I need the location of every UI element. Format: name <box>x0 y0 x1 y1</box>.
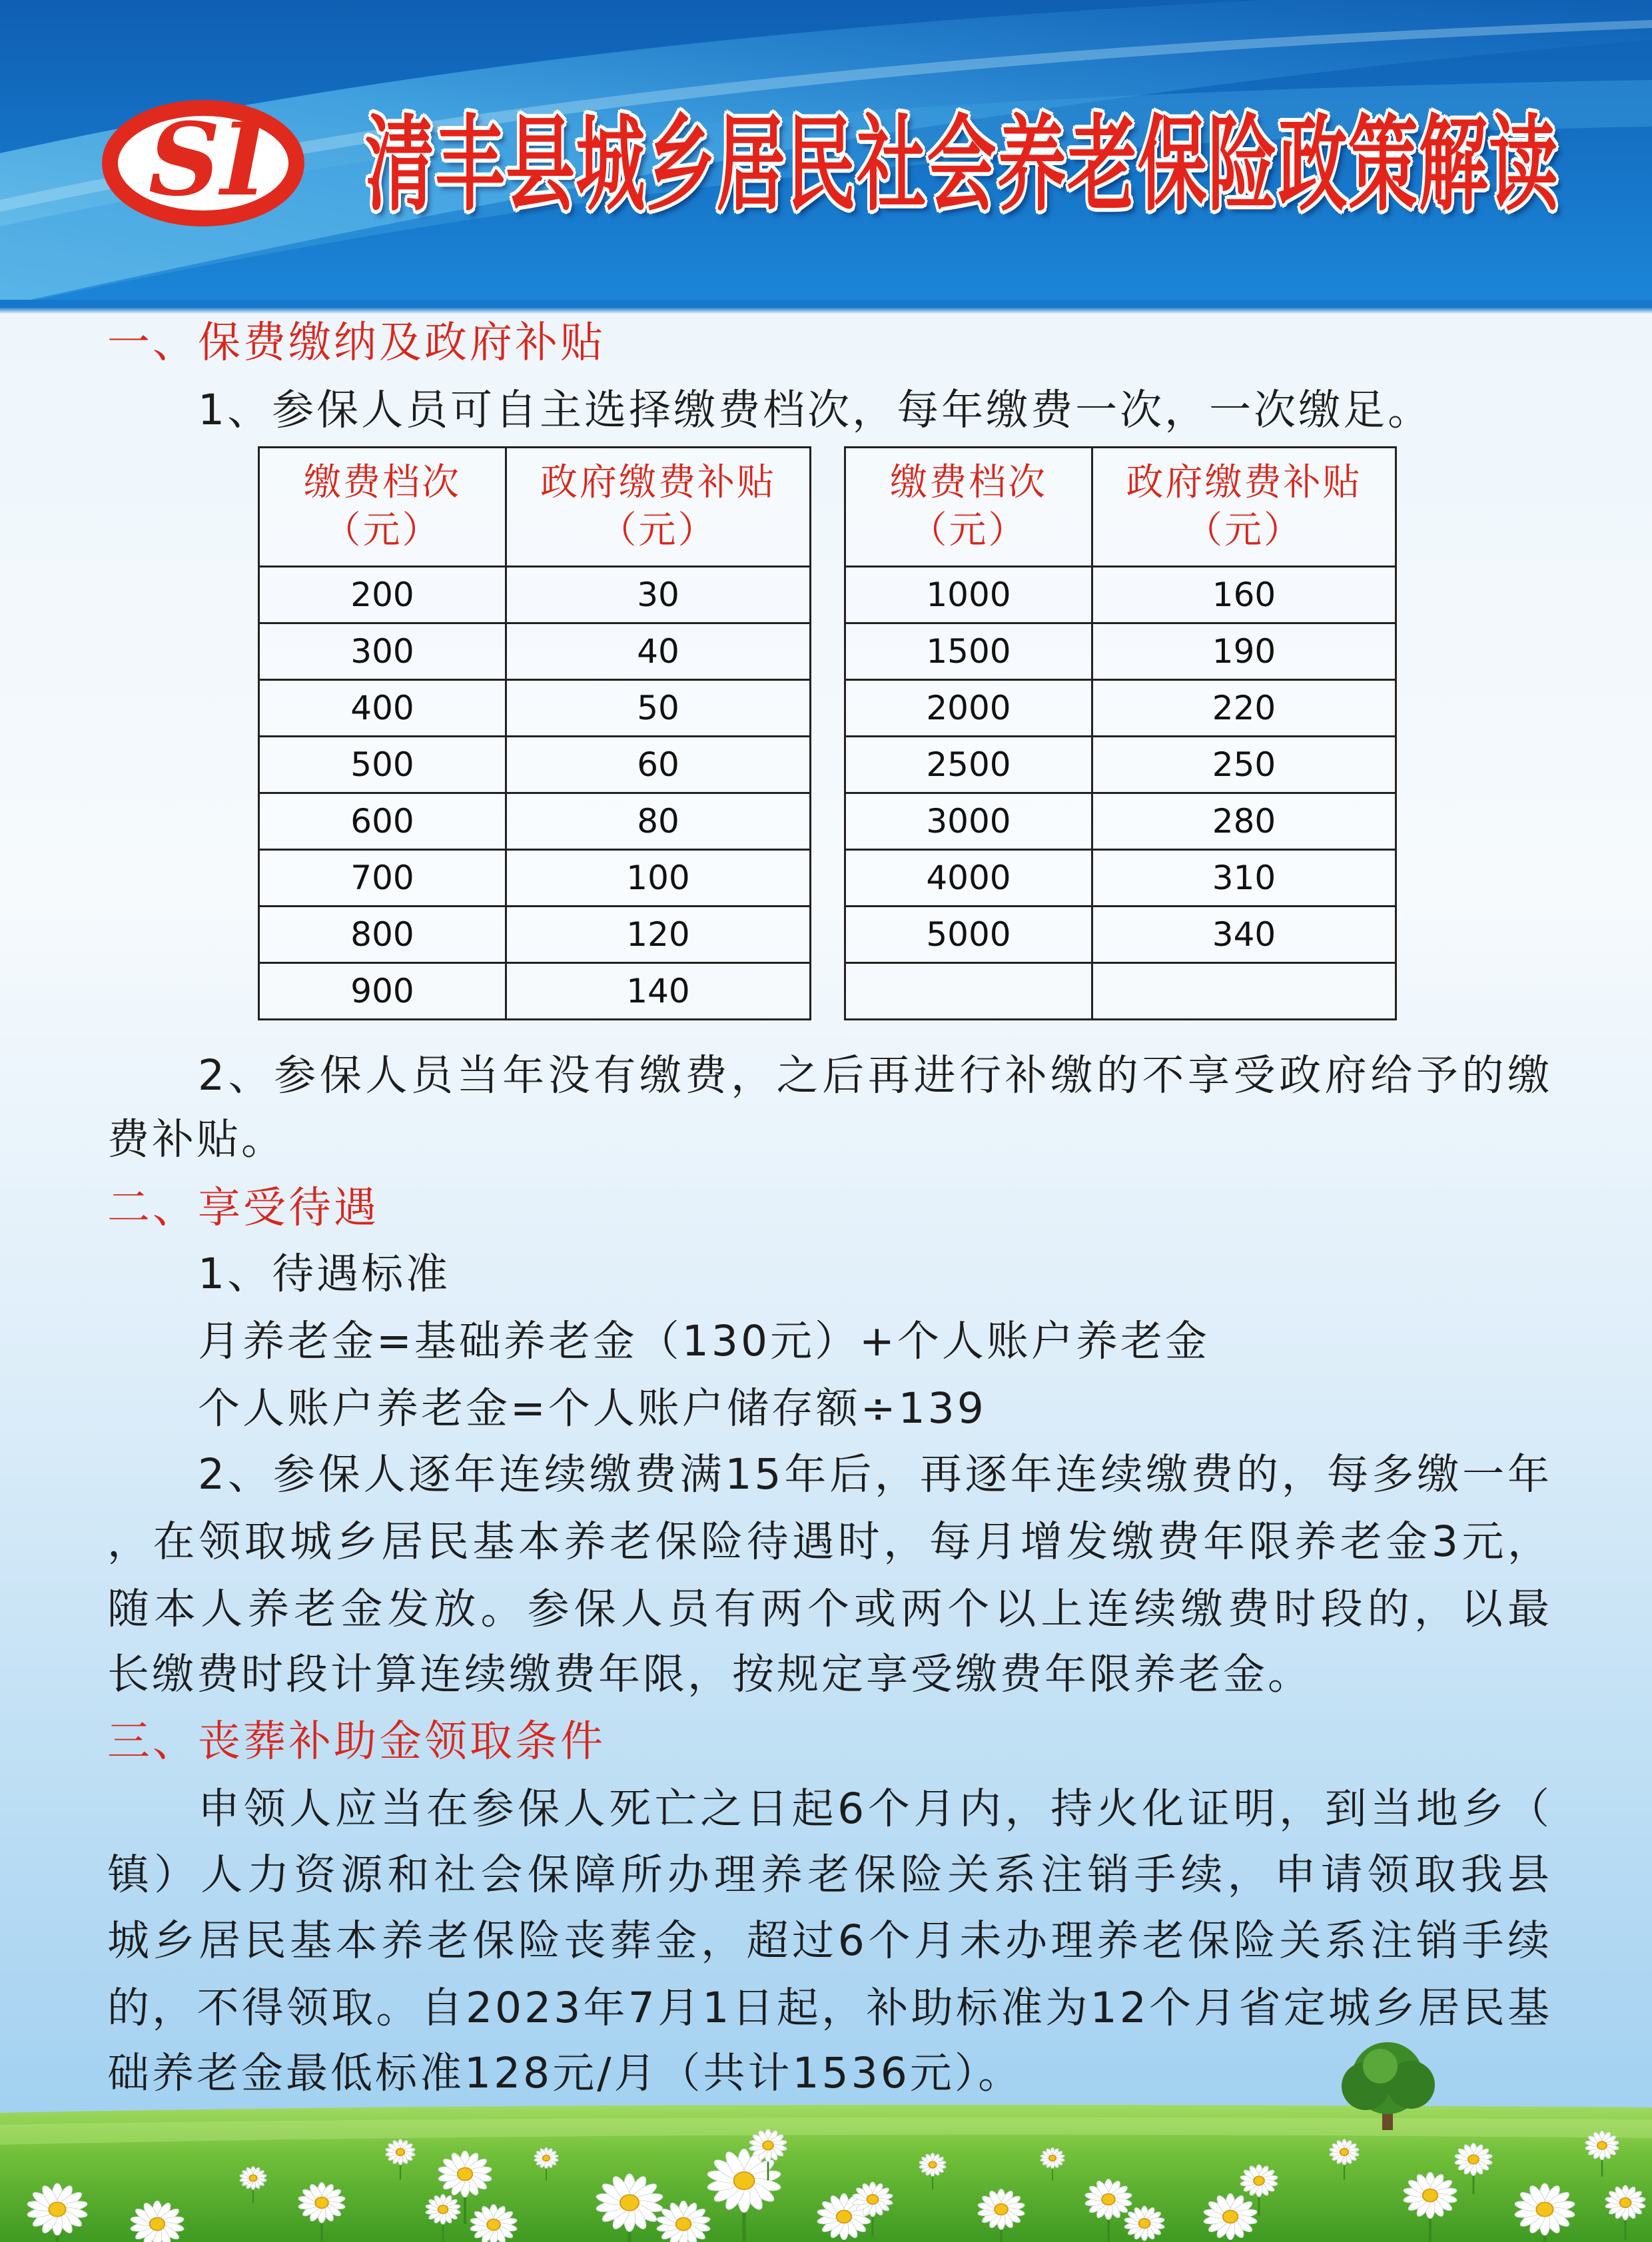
daisy-center <box>1597 2141 1607 2149</box>
table-cell-level: 800 <box>259 907 506 963</box>
section1-item1: 1、参保人员可自主选择缴费档次，每年缴费一次，一次缴足。 <box>198 386 1433 434</box>
table-row <box>259 963 811 1020</box>
table-cell-level: 600 <box>259 793 506 850</box>
section1-heading: 一、保费缴纳及政府补贴 <box>107 318 606 368</box>
table-cell-subsidy: 340 <box>1092 907 1396 963</box>
table-row <box>845 680 1396 737</box>
table-row <box>259 623 811 680</box>
table-cell-subsidy: 140 <box>506 963 811 1020</box>
table-cell-level: 4000 <box>845 850 1092 907</box>
daisy-center <box>487 2219 500 2231</box>
daisy-center <box>150 2217 165 2230</box>
table-cell-level: 500 <box>259 737 506 793</box>
table-cell-subsidy: 30 <box>506 567 811 623</box>
table-row <box>259 567 811 623</box>
daisy-center <box>49 2202 65 2216</box>
daisy-center <box>458 2167 472 2180</box>
formula-personal-account: 个人账户养老金=个人账户储存额÷139 <box>198 1384 987 1433</box>
column-header-subsidy-unit: （元） <box>1185 509 1303 552</box>
column-header-level-label: 缴费档次 <box>890 461 1047 504</box>
table-header-row <box>845 448 1396 567</box>
table-cell-subsidy: 190 <box>1092 623 1396 680</box>
subsidy-table-left <box>258 446 811 1020</box>
section2-item2-line3: 随本人养老金发放。参保人员有两个或两个以上连续缴费时段的，以最 <box>107 1585 1552 1633</box>
header-banner <box>0 0 1652 308</box>
tree-canopy-highlight <box>1363 2049 1398 2083</box>
table-row <box>845 907 1396 963</box>
table-cell-level: 200 <box>259 567 506 623</box>
section3-line2: 镇）人力资源和社会保障所办理养老保险关系注销手续，申请领取我县 <box>107 1850 1552 1899</box>
table-cell-subsidy: 60 <box>506 737 811 793</box>
table-cell-subsidy: 120 <box>506 907 811 963</box>
section2-item2-line1: 2、参保人逐年连续缴费满15年后，再逐年连续缴费的，每多缴一年 <box>198 1450 1552 1499</box>
daisy-center <box>1139 2219 1150 2228</box>
daisy-center <box>315 2197 328 2209</box>
logo-lettering: SI <box>148 101 268 218</box>
table-row-empty <box>845 963 1396 1020</box>
subsidy-table-right <box>844 446 1397 1020</box>
table-cell-empty <box>845 963 1092 1020</box>
daisy-center <box>676 2217 691 2230</box>
daisy-center <box>1423 2189 1438 2201</box>
column-header-subsidy-label: 政府缴费补贴 <box>1126 461 1362 504</box>
column-header-subsidy-unit: （元） <box>599 509 717 552</box>
daisy-center <box>396 2149 404 2155</box>
column-header-level <box>259 448 506 567</box>
table-cell-subsidy: 310 <box>1092 850 1396 907</box>
daisy-center <box>734 2172 755 2189</box>
table-cell-level: 2500 <box>845 737 1092 793</box>
section3-line4: 的，不得领取。自2023年7月1日起，补助标准为12个月省定城乡居民基 <box>107 1984 1552 2032</box>
table-row <box>845 850 1396 907</box>
table-cell-level: 700 <box>259 850 506 907</box>
section3-line1: 申领人应当在参保人死亡之日起6个月内，持火化证明，到当地乡（ <box>198 1784 1552 1833</box>
daisy-center <box>1620 2198 1631 2207</box>
table-row <box>259 680 811 737</box>
daisy-center <box>837 2210 851 2223</box>
daisy-center <box>1102 2194 1115 2205</box>
section1-item2-line2: 费补贴。 <box>107 1115 286 1164</box>
meadow-illustration <box>0 2025 1652 2242</box>
daisy-center <box>1223 2210 1238 2223</box>
daisy-center <box>995 2204 1008 2215</box>
table-cell-subsidy: 280 <box>1092 793 1396 850</box>
daisy-center <box>249 2175 256 2181</box>
table-row <box>845 793 1396 850</box>
column-header-subsidy <box>1092 448 1396 567</box>
section3-heading: 三、丧葬补助金领取条件 <box>107 1717 606 1766</box>
column-header-subsidy <box>506 448 811 567</box>
column-header-level-unit: （元） <box>323 509 442 552</box>
daisy-center <box>1340 2149 1348 2155</box>
daisy-center <box>438 2205 448 2213</box>
table-cell-subsidy: 50 <box>506 680 811 737</box>
column-header-level <box>845 448 1092 567</box>
table-cell-subsidy: 220 <box>1092 680 1396 737</box>
column-header-level-unit: （元） <box>909 509 1028 552</box>
table-cell-subsidy: 160 <box>1092 567 1396 623</box>
daisy-center <box>1468 2155 1479 2163</box>
table-row <box>845 623 1396 680</box>
daisy-center <box>1536 2202 1553 2216</box>
table-cell-empty <box>1092 963 1396 1020</box>
table-cell-level: 1500 <box>845 623 1092 680</box>
table-cell-subsidy: 100 <box>506 850 811 907</box>
daisy-center <box>1049 2155 1056 2161</box>
table-cell-level: 3000 <box>845 793 1092 850</box>
table-row <box>845 567 1396 623</box>
section2-item2-line2: ，在领取城乡居民基本养老保险待遇时，每月增发缴费年限养老金3元， <box>107 1517 1552 1566</box>
column-header-subsidy-label: 政府缴费补贴 <box>540 461 776 504</box>
social-insurance-logo <box>93 93 313 233</box>
table-cell-level: 1000 <box>845 567 1092 623</box>
section2-item2-line4: 长缴费时段计算连续缴费年限，按规定享受缴费年限养老金。 <box>107 1650 1312 1698</box>
section2-heading: 二、享受待遇 <box>107 1184 379 1233</box>
table-cell-subsidy: 80 <box>506 793 811 850</box>
daisy-center <box>620 2195 639 2211</box>
header-bottom-edge <box>0 300 1652 308</box>
table-row <box>845 737 1396 793</box>
table-row <box>259 850 811 907</box>
table-cell-level: 5000 <box>845 907 1092 963</box>
section3-line3: 城乡居民基本养老保险丧葬金，超过6个月未办理养老保险关系注销手续 <box>107 1916 1552 1965</box>
table-cell-subsidy: 250 <box>1092 737 1396 793</box>
section2-item1-title: 1、待遇标准 <box>198 1250 451 1298</box>
table-row <box>259 793 811 850</box>
table-cell-level: 900 <box>259 963 506 1020</box>
table-header-row <box>259 448 811 567</box>
table-row <box>259 737 811 793</box>
daisy-center <box>929 2161 936 2168</box>
table-cell-subsidy: 40 <box>506 623 811 680</box>
daisy-center <box>867 2195 879 2204</box>
section3-line5: 础养老金最低标准128元/月（共计1536元）。 <box>107 2049 1023 2097</box>
table-cell-level: 400 <box>259 680 506 737</box>
formula-monthly-pension: 月养老金=基础养老金（130元）+个人账户养老金 <box>198 1317 1210 1365</box>
daisy-center <box>1254 2176 1264 2185</box>
table-cell-level: 300 <box>259 623 506 680</box>
daisy-center <box>763 2141 773 2149</box>
poster-title: 清丰县城乡居民社会养老保险政策解读 <box>365 103 1559 226</box>
daisy-center <box>543 2155 550 2161</box>
section1-item2-line1: 2、参保人员当年没有缴费，之后再进行补缴的不享受政府给予的缴 <box>198 1051 1552 1100</box>
column-header-level-label: 缴费档次 <box>304 461 461 504</box>
table-row <box>259 907 811 963</box>
table-cell-level: 2000 <box>845 680 1092 737</box>
